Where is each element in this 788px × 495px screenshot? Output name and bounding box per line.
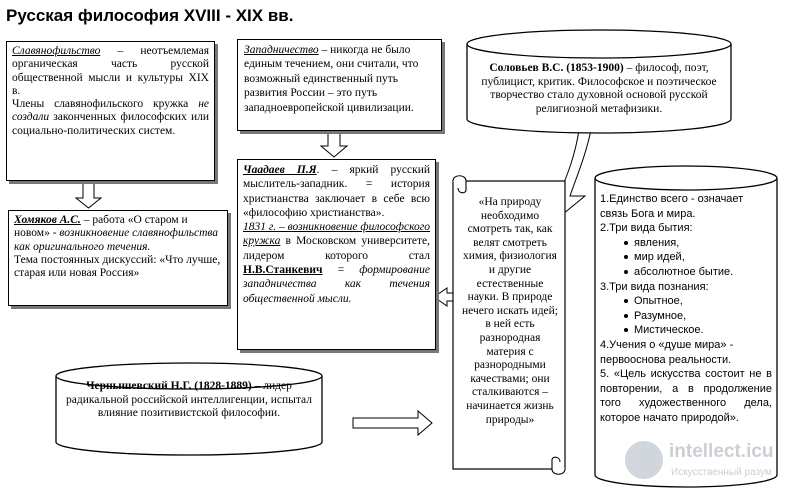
doctrine-item-1: 1.Единство всего - означает связь Бога и мира.: [600, 193, 744, 220]
khomyakov-origin: - возникновение славянофильства как оригинального течения.: [14, 227, 219, 253]
watermark-logo-icon: [625, 441, 663, 479]
watermark-tagline: Искусственный разум: [671, 467, 772, 478]
chernyshevsky-desc: – лидер радикальной российской интеллигенции, испытал влияние позитивистской философии.: [66, 380, 312, 419]
westernism-text: – никогда не было единым течением, они считали, что возможный единственный путь развития России – это путь западноевропейской цивилизации.: [244, 44, 419, 114]
chaadaev-university: в Московском университете, лидером которого стал: [243, 235, 430, 262]
doctrine-item-4: 4.Учения о «душе мира» - первооснова реальности.: [600, 338, 734, 366]
slavophilism-members-rest: законченных философских или социально-политических систем.: [12, 111, 209, 137]
khomyakov-box: [8, 210, 228, 306]
doctrine-bullet: Разумное,: [600, 309, 772, 324]
chaadaev-circle: 1831 г. – возникновение философского кружка: [243, 221, 430, 248]
doctrine-bullet: абсолютное бытие.: [600, 265, 772, 280]
khomyakov-debate: Тема постоянных дискуссий: «Что лучше, старая или новая Россия»: [14, 253, 221, 280]
watermark: [625, 437, 785, 489]
doctrine-item-3: 3.Три вида познания:: [600, 280, 709, 293]
westernism-term: Западничество: [244, 44, 319, 56]
chaadaev-formation: = формирование западничества как течения общественной мысли.: [243, 264, 430, 305]
khomyakov-name: Хомяков А.С.: [14, 214, 81, 226]
slavophilism-emph: не создали: [12, 98, 209, 124]
doctrine-bullet: мир идей,: [600, 250, 772, 265]
soloviev-text: [476, 62, 722, 116]
doctrine-bullet: Мистическое.: [600, 323, 772, 338]
soloviev-name: Соловьев В.С. (1853-1900): [489, 62, 624, 74]
slavophilism-text: – неотъемлемая органическая часть русской общественной мысли и культуры XIX в.: [12, 45, 209, 97]
doctrine-item-5: 5. «Цель искусства состоит не в повторении, а в продолжение того художественного дела, которое начато природой».: [600, 368, 772, 424]
stankevich-name: Н.В.Станкевич: [243, 264, 323, 277]
doctrine-bullet: явления,: [600, 236, 772, 251]
chernyshevsky-text: [62, 380, 316, 421]
westernism-box: [237, 39, 442, 131]
arrow-chernyshevsky-quote: [353, 411, 432, 435]
chaadaev-desc: . – яркий русский мыслитель-западник. = история христианства заключает в себе всю «философию христианства».: [243, 164, 430, 219]
doctrine-list: [600, 192, 772, 426]
doctrine-item-2: 2.Три вида бытия:: [600, 222, 693, 235]
slavophilism-box: [6, 41, 215, 181]
chaadaev-name: Чаадаев П.Я: [243, 164, 317, 176]
watermark-domain: intellect.icu: [669, 441, 774, 462]
arrow-slavophil-khomyakov: [76, 183, 101, 208]
materialism-quote: «На природу необходимо смотреть так, как велят смотреть химия, физиология и другие естественные науки. В природе нечего искать идей; в ней есть разнородная материя с разнородными качествами; они сталкиваются – начинается жизнь природы»: [462, 196, 558, 426]
chaadaev-box: [237, 159, 436, 350]
slavophilism-members: Члены славянофильского кружка: [12, 98, 199, 111]
doctrine-bullet: Опытное,: [600, 294, 772, 309]
chernyshevsky-name: Чернышевский Н.Г. (1828-1889): [86, 380, 252, 392]
slavophilism-term: Славянофильство: [12, 45, 101, 57]
soloviev-desc: – философ, поэт, публицист, критик. Философское и поэтическое творчество стало духовной основой русской религиозной метафизики.: [481, 62, 717, 115]
page-title: Русская философия XVIII - XIX вв.: [6, 6, 294, 25]
arrow-westernism-chaadaev: [321, 133, 347, 157]
khomyakov-work: – работа «О старом и новом»: [14, 214, 188, 240]
